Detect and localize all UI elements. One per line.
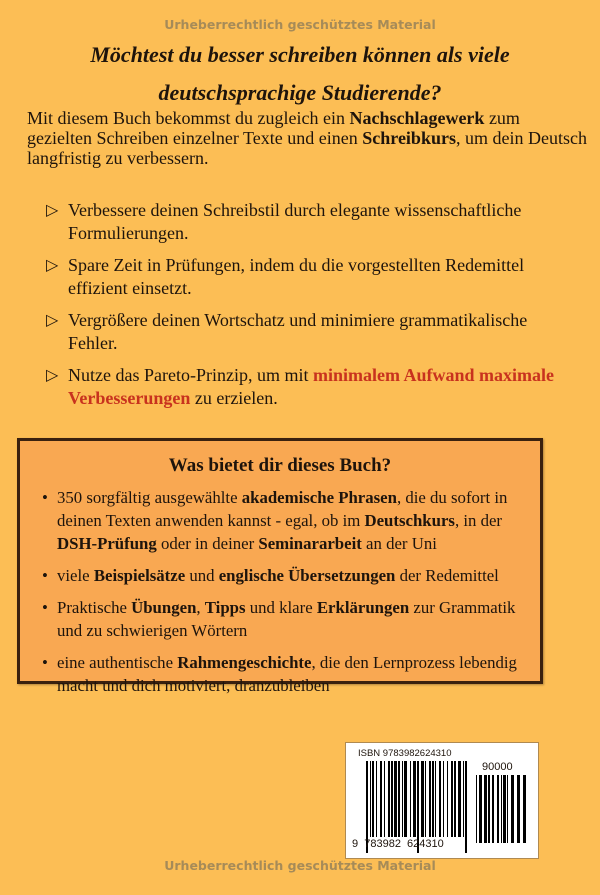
barcode-bar bbox=[391, 761, 393, 837]
text-segment: viele bbox=[57, 566, 94, 585]
barcode-bar bbox=[501, 775, 502, 843]
barcode-bar bbox=[410, 761, 411, 837]
barcode-bar bbox=[432, 761, 434, 837]
triangle-right-outline-icon: ▷ bbox=[46, 202, 59, 219]
text-segment: und klare bbox=[245, 598, 317, 617]
isbn-label: ISBN 9783982624310 bbox=[358, 748, 452, 759]
feature-item bbox=[42, 564, 540, 587]
barcode-bar bbox=[384, 761, 385, 837]
barcode-bar bbox=[523, 775, 526, 843]
bold-text: Beispielsätze bbox=[93, 566, 186, 585]
text-segment: , um dein Deutsch langfristig zu verbessern. bbox=[27, 128, 587, 168]
text-segment: und bbox=[185, 566, 219, 585]
text-segment: zur Grammatik und zu schwierigen Wörtern bbox=[57, 598, 516, 640]
features-list bbox=[20, 486, 540, 697]
text-segment: Verbessere deinen Schreibstil durch elegante wissenschaftliche Formulierungen. bbox=[68, 200, 522, 243]
text-segment: Praktische bbox=[57, 598, 132, 617]
barcode-bar bbox=[404, 761, 407, 837]
headline-line: Möchtest du besser schreiben können als viele bbox=[90, 42, 510, 67]
barcode-bar bbox=[507, 775, 508, 843]
feature-item bbox=[42, 596, 540, 642]
barcode-bar bbox=[479, 775, 482, 843]
barcode-bar bbox=[413, 761, 416, 837]
barcode-bar bbox=[484, 775, 487, 843]
highlight-text: minimalem Aufwand maximale Verbesserungen bbox=[68, 365, 554, 408]
text-segment: Mit diesem Buch bekommst du zugleich ein bbox=[27, 108, 350, 128]
text-segment: zum gezielten Schreiben einzelner Texte und einen bbox=[27, 108, 520, 148]
benefit-item bbox=[46, 364, 566, 410]
text-segment: Nutze das Pareto-Prinzip, um mit bbox=[68, 365, 313, 385]
dot-icon: • bbox=[42, 598, 48, 617]
barcode-bar bbox=[447, 761, 448, 837]
benefit-list bbox=[46, 199, 566, 419]
barcode-bar bbox=[511, 775, 514, 843]
price-addon: 90000 bbox=[482, 761, 513, 773]
headline bbox=[0, 36, 600, 112]
benefit-item bbox=[46, 254, 566, 300]
headline-line: deutschsprachige Studierende? bbox=[158, 80, 442, 105]
dot-icon: • bbox=[42, 488, 48, 507]
barcode-bar bbox=[429, 761, 431, 837]
barcode-digits: 9 783982 624310 bbox=[352, 838, 444, 850]
bold-text: englische Übersetzungen bbox=[218, 566, 396, 585]
bold-text: Deutschkurs bbox=[364, 511, 455, 530]
isbn-barcode bbox=[345, 742, 539, 859]
barcode-bar bbox=[439, 761, 441, 837]
text-segment: , die du sofort in deinen Texten anwenden kannst - egal, ob im bbox=[57, 488, 508, 530]
dot-icon: • bbox=[42, 566, 48, 585]
dot-icon: • bbox=[42, 653, 48, 672]
barcode-bar bbox=[488, 775, 490, 843]
barcode-bar bbox=[421, 761, 424, 837]
bold-text: Erklärungen bbox=[316, 598, 410, 617]
text-segment: Spare Zeit in Prüfungen, indem du die vorgestellten Redemittel effizient einsetzt. bbox=[68, 255, 525, 298]
triangle-right-outline-icon: ▷ bbox=[46, 367, 59, 384]
watermark-top: Urheberrechtlich geschütztes Material bbox=[164, 17, 436, 32]
barcode-bar bbox=[517, 775, 520, 843]
barcode-bar bbox=[458, 761, 461, 837]
text-segment: der Redemittel bbox=[395, 566, 499, 585]
barcode-bar bbox=[398, 761, 400, 837]
barcode-bar bbox=[370, 761, 371, 837]
triangle-right-outline-icon: ▷ bbox=[46, 257, 59, 274]
bold-text: Übungen bbox=[131, 598, 197, 617]
features-box bbox=[17, 438, 543, 695]
barcode-bar bbox=[376, 761, 377, 837]
bold-text: Schreibkurs bbox=[362, 128, 456, 148]
benefit-item bbox=[46, 309, 566, 355]
bold-text: DSH-Prüfung bbox=[57, 534, 157, 553]
bold-text: Rahmengeschichte bbox=[177, 653, 312, 672]
barcode-bar bbox=[388, 761, 390, 837]
text-segment: 350 sorgfältig ausgewählte bbox=[57, 488, 242, 507]
text-segment: , die den Lernprozess lebendig macht und dich motiviert, dranzubleiben bbox=[57, 653, 517, 695]
triangle-right-outline-icon: ▷ bbox=[46, 312, 59, 329]
barcode-bar bbox=[443, 761, 444, 837]
barcode-bar bbox=[492, 775, 494, 843]
bold-text: Nachschlagewerk bbox=[349, 108, 485, 128]
text-segment: Vergrößere deinen Wortschatz und minimiere grammatikalische Fehler. bbox=[68, 310, 528, 353]
text-segment: , in der bbox=[454, 511, 503, 530]
feature-item bbox=[42, 486, 540, 555]
barcode-bar bbox=[454, 761, 456, 837]
barcode-bar bbox=[476, 775, 477, 843]
bold-text: Tipps bbox=[204, 598, 246, 617]
bold-text: Seminararbeit bbox=[258, 534, 362, 553]
barcode-bar bbox=[425, 761, 426, 837]
barcode-bar bbox=[372, 761, 374, 837]
barcode-bar bbox=[402, 761, 403, 837]
barcode-bar bbox=[497, 775, 499, 843]
barcode-bar bbox=[394, 761, 397, 837]
text-segment: , bbox=[196, 598, 205, 617]
watermark-bottom: Urheberrechtlich geschütztes Material bbox=[164, 858, 436, 873]
text-segment: eine authentische bbox=[57, 653, 178, 672]
barcode-bar bbox=[435, 761, 436, 837]
barcode-bar bbox=[380, 761, 382, 837]
barcode-bar bbox=[463, 761, 464, 837]
feature-item bbox=[42, 651, 540, 697]
barcode-bar bbox=[465, 761, 467, 853]
benefit-item bbox=[46, 199, 566, 245]
text-segment: zu erzielen. bbox=[190, 388, 278, 408]
bold-text: akademische Phrasen bbox=[241, 488, 397, 507]
text-segment: an der Uni bbox=[361, 534, 437, 553]
intro-paragraph bbox=[27, 108, 587, 168]
features-title: Was bietet dir dieses Buch? bbox=[168, 455, 392, 476]
barcode-bar bbox=[503, 775, 506, 843]
text-segment: oder in deiner bbox=[156, 534, 259, 553]
barcode-bar bbox=[451, 761, 453, 837]
